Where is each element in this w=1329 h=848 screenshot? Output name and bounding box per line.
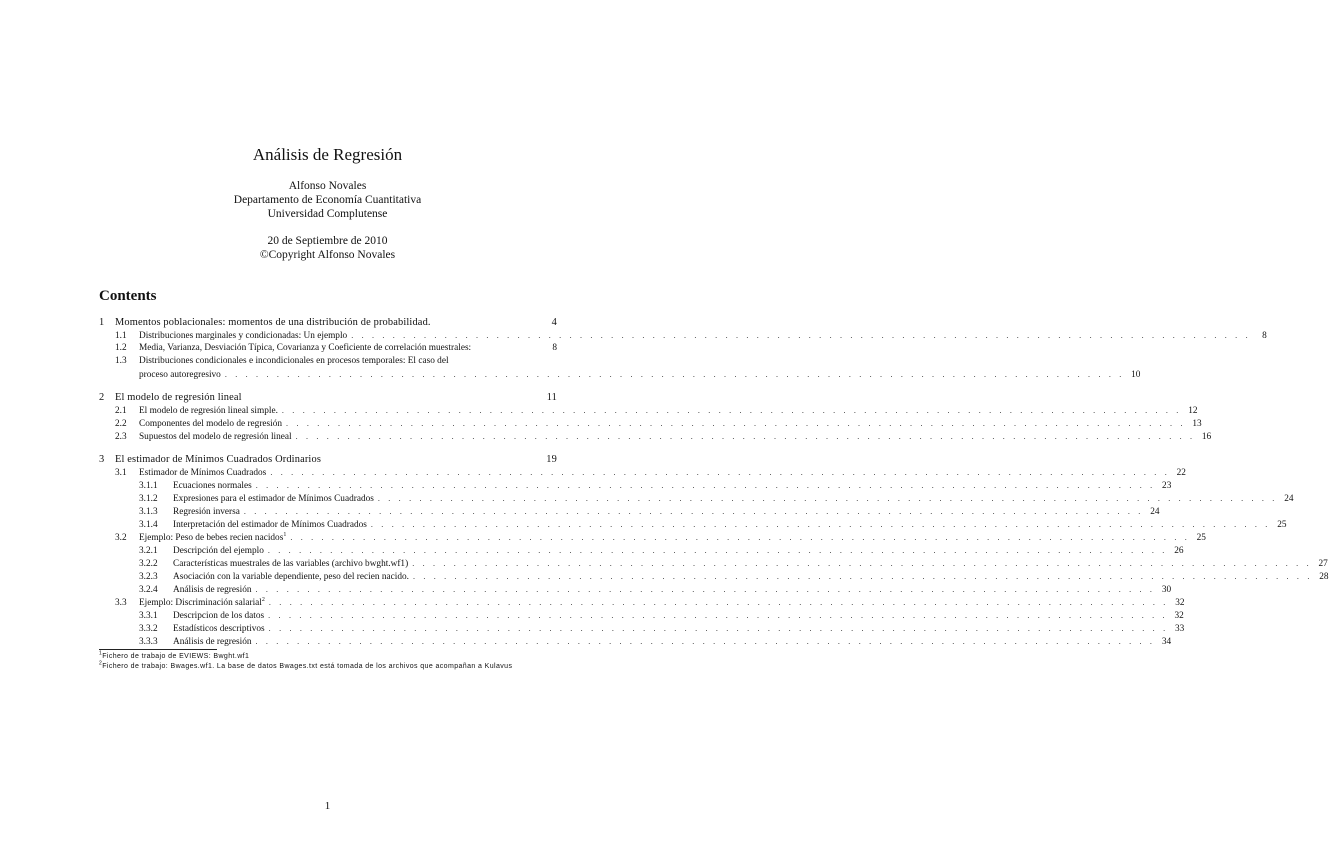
toc-page: 30	[1161, 585, 1172, 595]
toc-page: 33	[1174, 624, 1185, 634]
toc-leader	[256, 635, 1156, 648]
toc-leader	[268, 544, 1168, 557]
toc-page: 34	[1161, 637, 1172, 647]
toc-number: 1.1	[115, 331, 127, 341]
department: Departamento de Economía Cuantitativa	[233, 194, 422, 206]
toc-entry-3-3[interactable]	[99, 596, 1185, 609]
toc-entry-1-3[interactable]	[99, 355, 557, 368]
toc-page: 24	[1150, 507, 1160, 517]
toc-leader	[378, 492, 1278, 505]
toc-number: 2.1	[115, 406, 127, 416]
toc-leader	[290, 531, 1190, 544]
copyright: ©Copyright Alfonso Novales	[259, 249, 396, 261]
footnote-mark: 1	[99, 650, 103, 657]
toc-leader	[413, 570, 1313, 583]
toc-entry-1-1[interactable]	[99, 329, 1267, 342]
toc-entry-3-1-2[interactable]	[99, 492, 1294, 505]
toc-entry-3-1-3[interactable]	[99, 505, 1160, 518]
toc-entry-chapter-1[interactable]	[99, 316, 557, 329]
toc-title: Media, Varianza, Desviación Típica, Covarianza y Coeficiente de correlación muestrales:	[139, 343, 472, 353]
toc-number: 3.1.3	[139, 507, 158, 517]
toc-number: 3.1.1	[139, 481, 158, 491]
toc-number: 3	[99, 454, 105, 465]
toc-title: Regresión inversa	[173, 507, 240, 517]
toc-entry-3-1-4[interactable]	[99, 518, 1287, 531]
footnote-text: Fichero de trabajo de EVIEWS: Bwght.wf1	[102, 653, 250, 660]
toc-number: 1.3	[115, 356, 127, 366]
toc-number: 3.1.2	[139, 494, 158, 504]
toc-title: Estadísticos descriptivos	[173, 624, 265, 634]
toc-title: El modelo de regresión lineal	[115, 392, 242, 403]
footnote-mark: 2	[261, 596, 265, 603]
toc-title: Interpretación del estimador de Mínimos Cuadrados	[173, 520, 367, 530]
toc-title: Análisis de regresión	[173, 637, 252, 647]
toc-leader	[225, 368, 1125, 381]
toc-page: 19	[546, 454, 557, 465]
toc-entry-chapter-2[interactable]	[99, 391, 557, 404]
toc-number: 2	[99, 392, 105, 403]
toc-page: 25	[1277, 520, 1287, 530]
toc-number: 3.3.2	[139, 624, 158, 634]
toc-number: 1	[99, 317, 105, 328]
toc-page: 4	[551, 317, 557, 328]
toc-entry-3-3-1[interactable]	[99, 609, 1184, 622]
page-number: 1	[324, 800, 331, 812]
toc-title: Asociación con la variable dependiente, peso del recien nacido.	[173, 572, 409, 582]
toc-number: 1.2	[115, 343, 127, 353]
toc-number: 3.2	[115, 533, 127, 543]
toc-title: Distribuciones condicionales e incondicionales en procesos temporales: El caso del	[139, 356, 449, 366]
toc-page: 8	[552, 343, 557, 353]
toc-title: Características muestrales de las variables (archivo bwght.wf1)	[173, 559, 409, 569]
toc-leader	[286, 417, 1186, 430]
toc-leader	[296, 430, 1196, 443]
toc-entry-2-1[interactable]	[99, 404, 1198, 417]
toc-title: proceso autoregresivo	[139, 370, 221, 380]
toc-title: Supuestos del modelo de regresión lineal	[139, 432, 292, 442]
toc-number: 3.1.4	[139, 520, 158, 530]
date: 20 de Septiembre de 2010	[267, 235, 388, 247]
toc-leader	[256, 479, 1156, 492]
toc-page: 10	[1131, 370, 1141, 380]
toc-entry-1-2[interactable]	[99, 342, 557, 355]
toc-title: El modelo de regresión lineal simple.	[139, 406, 278, 416]
toc-page: 24	[1284, 494, 1294, 504]
toc-entry-3-2-3[interactable]	[99, 570, 1329, 583]
toc-number: 2.3	[115, 432, 127, 442]
toc-title: El estimador de Mínimos Cuadrados Ordinarios	[115, 454, 322, 465]
toc-leader	[244, 505, 1144, 518]
toc-entry-3-1-1[interactable]	[99, 479, 1172, 492]
toc-entry-3-3-2[interactable]	[99, 622, 1185, 635]
toc-entry-3-3-3[interactable]	[99, 635, 1172, 648]
toc-leader	[412, 557, 1312, 570]
toc-entry-2-3[interactable]	[99, 430, 1212, 443]
toc-leader	[371, 518, 1271, 531]
toc-entry-3-2-4[interactable]	[99, 583, 1172, 596]
author: Alfonso Novales	[288, 180, 367, 192]
toc-title: Ejemplo: Discriminación salarial$^2$	[139, 596, 265, 608]
toc-entry-3-1[interactable]	[99, 466, 1186, 479]
footnote-mark: 1	[283, 531, 287, 538]
toc-page: 27	[1318, 559, 1328, 569]
toc-title: Momentos poblacionales: momentos de una distribución de probabilidad.	[115, 317, 431, 328]
toc-number: 2.2	[115, 419, 127, 429]
toc-entry-chapter-3[interactable]	[99, 453, 557, 466]
footnote-1	[99, 652, 557, 661]
toc-leader	[256, 583, 1156, 596]
toc-title: Expresiones para el estimador de Mínimos Cuadrados	[173, 494, 374, 504]
toc-title: Ecuaciones normales	[173, 481, 252, 491]
toc-title: Ejemplo: Peso de bebes recien nacidos$^1$	[139, 531, 287, 543]
toc-page: 22	[1176, 468, 1186, 478]
toc-leader	[269, 622, 1169, 635]
toc-leader	[269, 596, 1169, 609]
university: Universidad Complutense	[267, 208, 388, 220]
toc-entry-2-2[interactable]	[99, 417, 1202, 430]
toc-entry-3-2[interactable]	[99, 531, 1206, 544]
toc-leader	[282, 404, 1182, 417]
toc-number: 3.3.1	[139, 611, 158, 621]
footnote-2	[99, 662, 557, 671]
toc-page: 8	[1262, 331, 1267, 341]
document-title: Análisis de Regresión	[252, 145, 403, 164]
toc-page: 16	[1201, 432, 1212, 442]
toc-leader	[268, 609, 1168, 622]
footnote-mark: 2	[99, 660, 103, 667]
toc-number: 3.3.3	[139, 637, 158, 647]
toc-number: 3.2.2	[139, 559, 158, 569]
toc-title: Distribuciones marginales y condicionadas: Un ejemplo	[139, 331, 348, 341]
toc-title: Componentes del modelo de regresión	[139, 419, 283, 429]
toc-number: 3.2.1	[139, 546, 158, 556]
footnote-rule	[99, 649, 217, 650]
toc-page: 12	[1188, 406, 1198, 416]
toc-number: 3.1	[115, 468, 127, 478]
toc-page: 13	[1192, 419, 1202, 429]
toc-leader	[270, 466, 1170, 479]
toc-page: 32	[1174, 611, 1184, 621]
toc-entry-3-2-2[interactable]	[99, 557, 1328, 570]
toc-page: 32	[1175, 598, 1185, 608]
toc-title: Descripcion de los datos	[173, 611, 265, 621]
table-of-contents	[99, 316, 1329, 648]
toc-page: 28	[1319, 572, 1329, 582]
toc-entry-3-2-1[interactable]	[99, 544, 1184, 557]
toc-title: Descripción del ejemplo	[173, 546, 264, 556]
toc-page: 11	[546, 392, 557, 403]
toc-number: 3.3	[115, 598, 127, 608]
toc-leader	[351, 329, 1251, 342]
toc-title: Estimador de Mínimos Cuadrados	[139, 468, 267, 478]
toc-entry-1-3-continuation[interactable]	[99, 368, 1141, 381]
contents-heading: Contents	[99, 288, 157, 304]
toc-page: 26	[1174, 546, 1184, 556]
toc-page: 25	[1196, 533, 1206, 543]
toc-title: Análisis de regresión	[173, 585, 252, 595]
footnote-text: Fichero de trabajo: Bwages.wf1. La base de datos Bwages.txt está tomada de los archivos que acompañan a Kulavus	[102, 663, 513, 670]
toc-number: 3.2.3	[139, 572, 158, 582]
toc-page: 23	[1162, 481, 1172, 491]
toc-number: 3.2.4	[139, 585, 158, 595]
